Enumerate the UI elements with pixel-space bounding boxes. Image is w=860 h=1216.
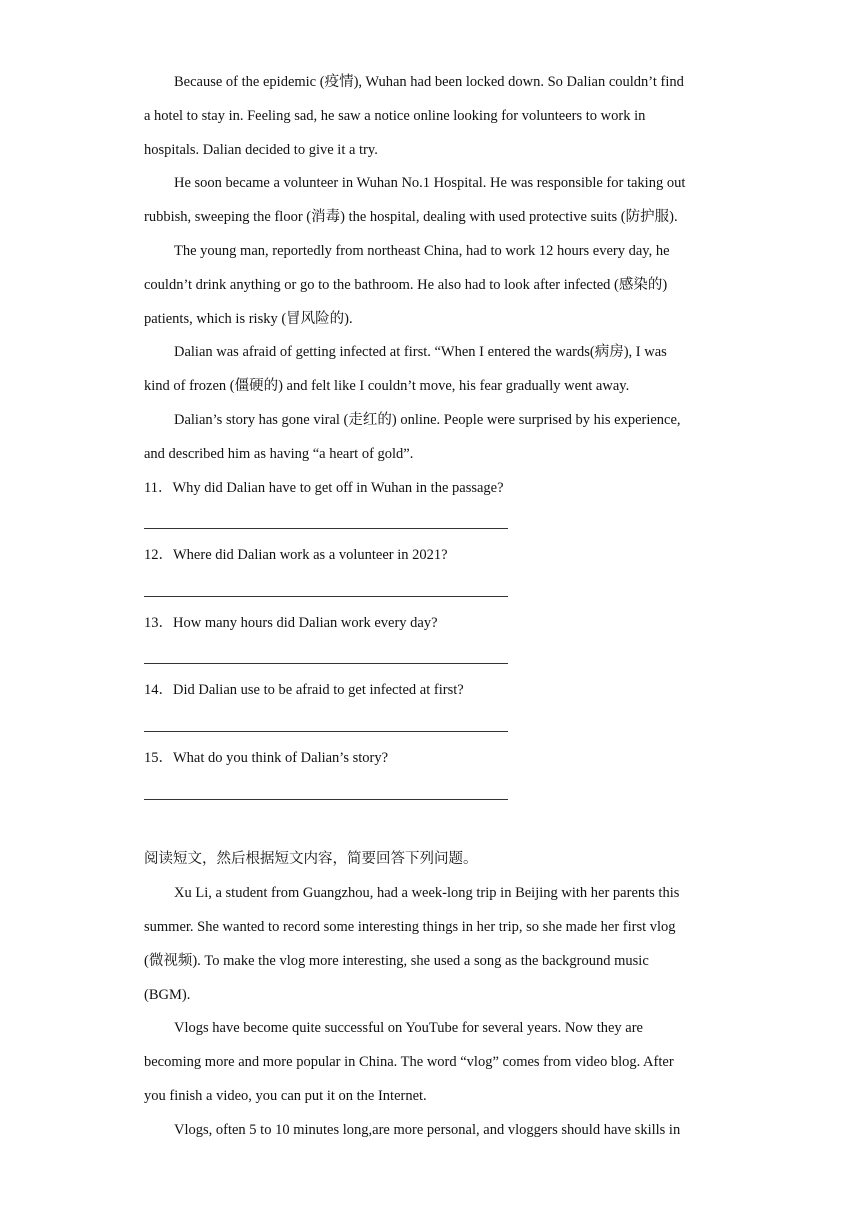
passage-line: He soon became a volunteer in Wuhan No.1 Hospital. He was responsible for taking out xyxy=(174,175,686,192)
passage-line: (微视频). To make the vlog more interesting, she used a song as the background music xyxy=(144,952,649,969)
passage-line: and described him as having “a heart of gold”. xyxy=(144,445,414,462)
passage-line: rubbish, sweeping the floor (消毒) the hospital, dealing with used protective suits (防护服). xyxy=(144,209,678,226)
passage-line: The young man, reportedly from northeast China, had to work 12 hours every day, he xyxy=(174,242,670,259)
passage-line: Because of the epidemic (疫情), Wuhan had been locked down. So Dalian couldn’t find xyxy=(174,74,684,90)
passage-line: hospitals. Dalian decided to give it a try. xyxy=(144,141,378,158)
passage-line: becoming more and more popular in China. The word “vlog” comes from video blog. After xyxy=(144,1054,674,1071)
answer-line-12[interactable] xyxy=(144,573,508,607)
document-page xyxy=(144,66,714,1148)
passage-line: Vlogs have become quite successful on YouTube for several years. Now they are xyxy=(174,1020,643,1037)
answer-line-14[interactable] xyxy=(144,708,508,742)
question-11: 11．Why did Dalian have to get off in Wuhan in the passage? xyxy=(144,479,504,496)
passage-line: patients, which is risky (冒风险的). xyxy=(144,310,353,327)
answer-line-13[interactable] xyxy=(144,641,508,675)
passage-line: kind of frozen (僵硬的) and felt like I couldn’t move, his fear gradually went away. xyxy=(144,378,630,395)
passage-line: Vlogs, often 5 to 10 minutes long,are more personal, and vloggers should have skills in xyxy=(174,1121,681,1138)
section-instruction: 阅读短文，然后根据短文内容，简要回答下列问题。 xyxy=(144,851,478,868)
passage-line: Xu Li, a student from Guangzhou, had a week-long trip in Beijing with her parents this xyxy=(174,885,680,902)
passage-line: summer. She wanted to record some interesting things in her trip, so she made her first vlog xyxy=(144,918,676,935)
passage-line: (BGM). xyxy=(144,986,191,1003)
passage-line: Dalian’s story has gone viral (走红的) online. People were surprised by his experience, xyxy=(174,411,681,428)
answer-line-15[interactable] xyxy=(144,776,508,810)
passage-line: couldn’t drink anything or go to the bathroom. He also had to look after infected (感染的) xyxy=(144,276,668,293)
passage-line: you finish a video, you can put it on the Internet. xyxy=(144,1087,427,1104)
question-12: 12．Where did Dalian work as a volunteer in 2021? xyxy=(144,547,448,564)
passage-line: Dalian was afraid of getting infected at first. “When I entered the wards(病房), I was xyxy=(174,344,667,361)
question-13: 13．How many hours did Dalian work every day? xyxy=(144,614,438,631)
answer-line-11[interactable] xyxy=(144,505,508,539)
question-14: 14．Did Dalian use to be afraid to get infected at first? xyxy=(144,682,464,699)
question-15: 15．What do you think of Dalian’s story? xyxy=(144,749,389,766)
section-gap xyxy=(144,810,714,844)
passage-line: a hotel to stay in. Feeling sad, he saw a notice online looking for volunteers to work in xyxy=(144,107,646,124)
